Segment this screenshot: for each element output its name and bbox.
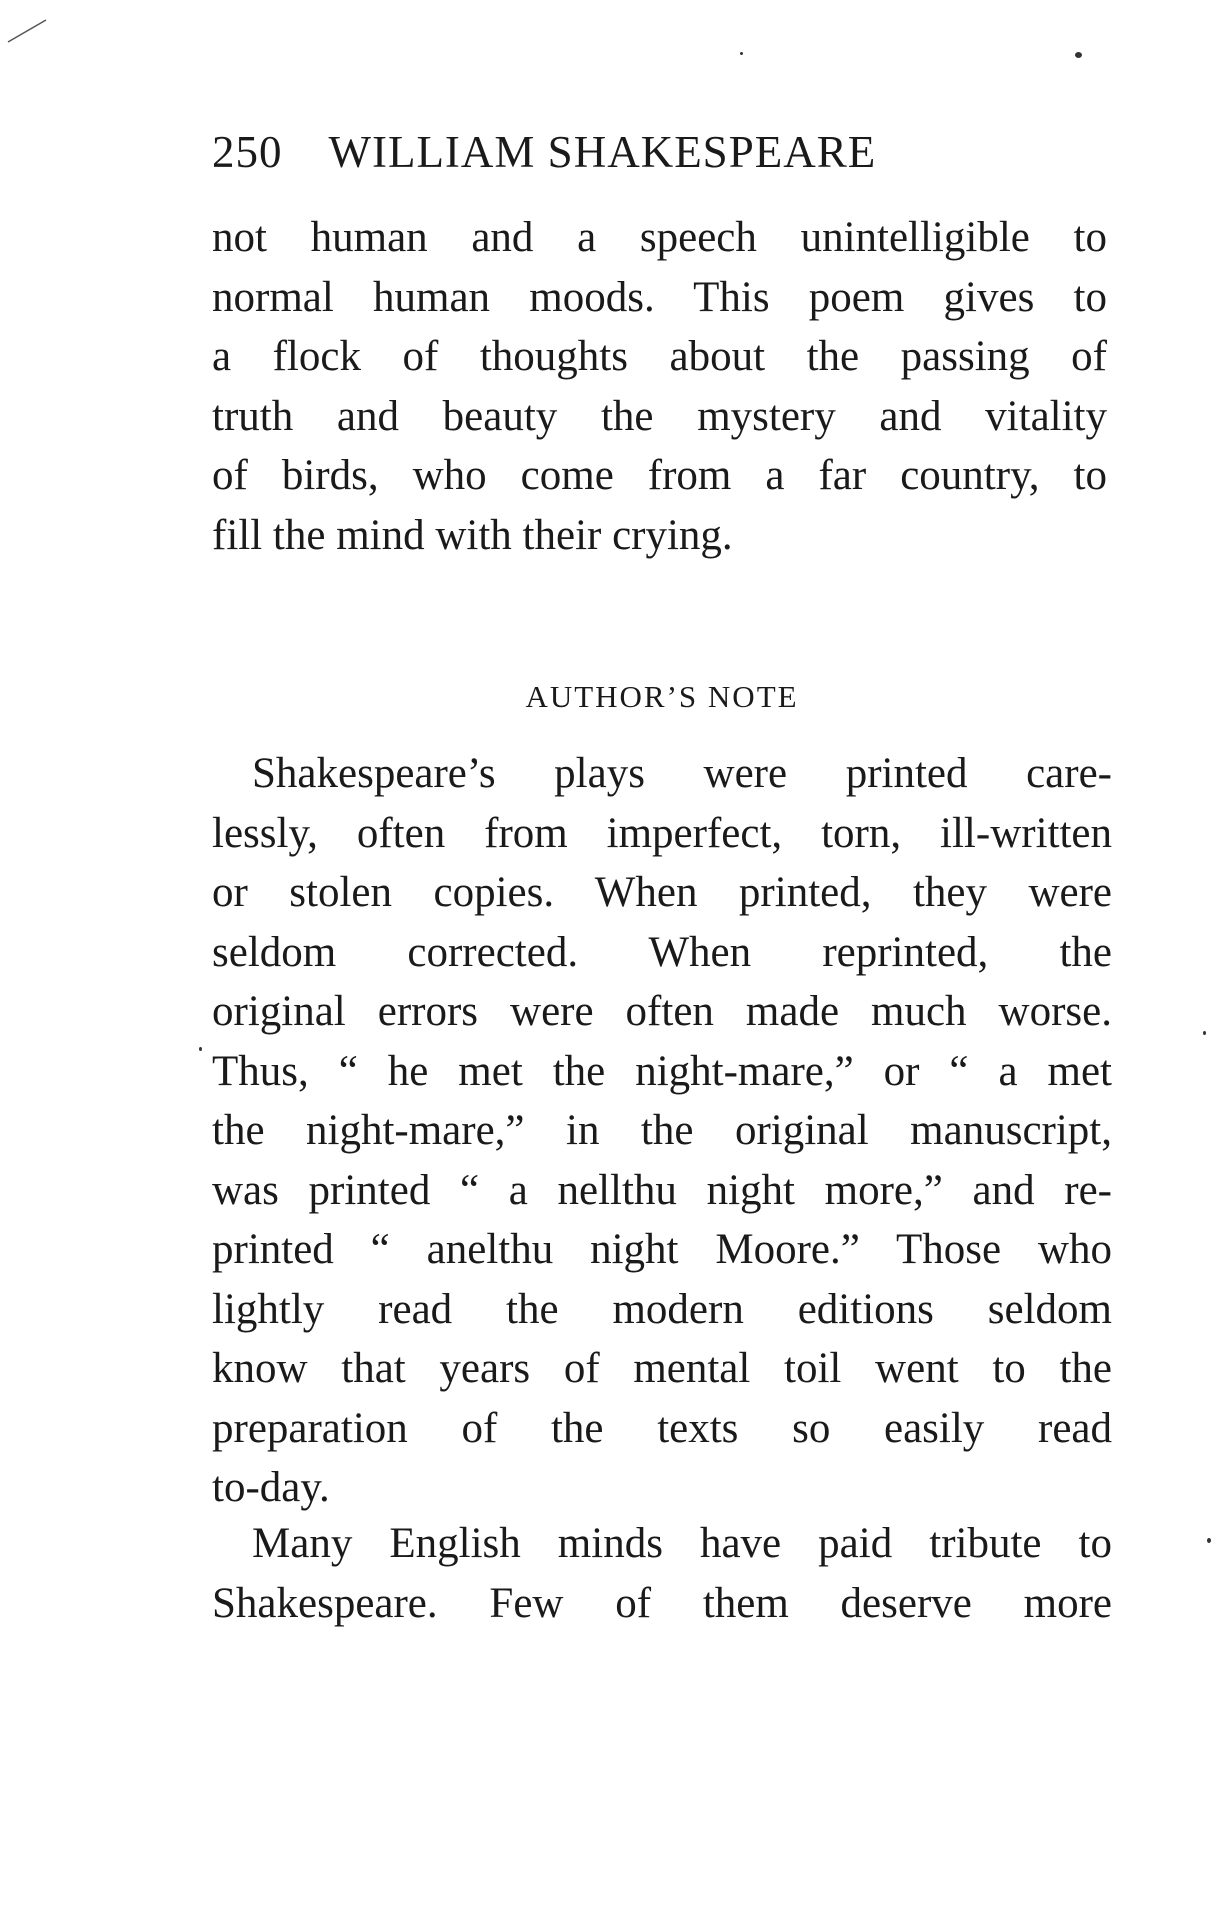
- text-line: a flock of thoughts about the passing of: [212, 333, 1107, 380]
- running-head: [212, 126, 1112, 178]
- paragraph-3: [212, 1514, 1112, 1633]
- text-line: not human and a speech unintelligible to: [212, 214, 1107, 261]
- text-line: the night-mare,” in the original manuscript,: [212, 1107, 1112, 1154]
- running-title: WILLIAM SHAKESPEARE: [328, 127, 877, 177]
- text-line: preparation of the texts so easily read: [212, 1404, 1112, 1452]
- text-line: lessly, often from imperfect, torn, ill-written: [212, 809, 1112, 857]
- text-line: fill the mind with their crying.: [212, 511, 733, 559]
- text-line: know that years of mental toil went to the: [212, 1345, 1112, 1392]
- scan-speck: [199, 1047, 202, 1051]
- scan-speck: [1075, 52, 1082, 58]
- text-line: original errors were often made much worse.: [212, 988, 1112, 1035]
- text-line: Shakespeare’s plays were printed care-: [252, 750, 1112, 797]
- text-line: or stolen copies. When printed, they were: [212, 869, 1112, 916]
- text-line: Many English minds have paid tribute to: [252, 1520, 1112, 1567]
- text-line: to-day.: [212, 1464, 330, 1511]
- text-line: was printed “ a nellthu night more,” and re-: [212, 1166, 1112, 1214]
- text-line: Thus, “ he met the night-mare,” or “ a met: [212, 1047, 1112, 1095]
- scan-mark: [0, 0, 60, 50]
- section-heading: AUTHOR’S NOTE: [525, 679, 799, 714]
- paragraph-2: [212, 744, 1112, 1518]
- text-line: printed “ anelthu night Moore.” Those who: [212, 1226, 1112, 1273]
- scan-speck: [1207, 1538, 1211, 1543]
- scan-speck: [740, 52, 743, 55]
- text-line: of birds, who come from a far country, to: [212, 452, 1107, 499]
- text-line: normal human moods. This poem gives to: [212, 273, 1107, 321]
- scan-speck: [1203, 1031, 1206, 1035]
- paragraph-1: [212, 208, 1107, 565]
- text-line: truth and beauty the mystery and vitality: [212, 392, 1107, 440]
- page-number: 250: [212, 127, 283, 177]
- text-line: seldom corrected. When reprinted, the: [212, 928, 1112, 976]
- text-line: Shakespeare. Few of them deserve more: [212, 1579, 1112, 1627]
- text-line: lightly read the modern editions seldom: [212, 1285, 1112, 1333]
